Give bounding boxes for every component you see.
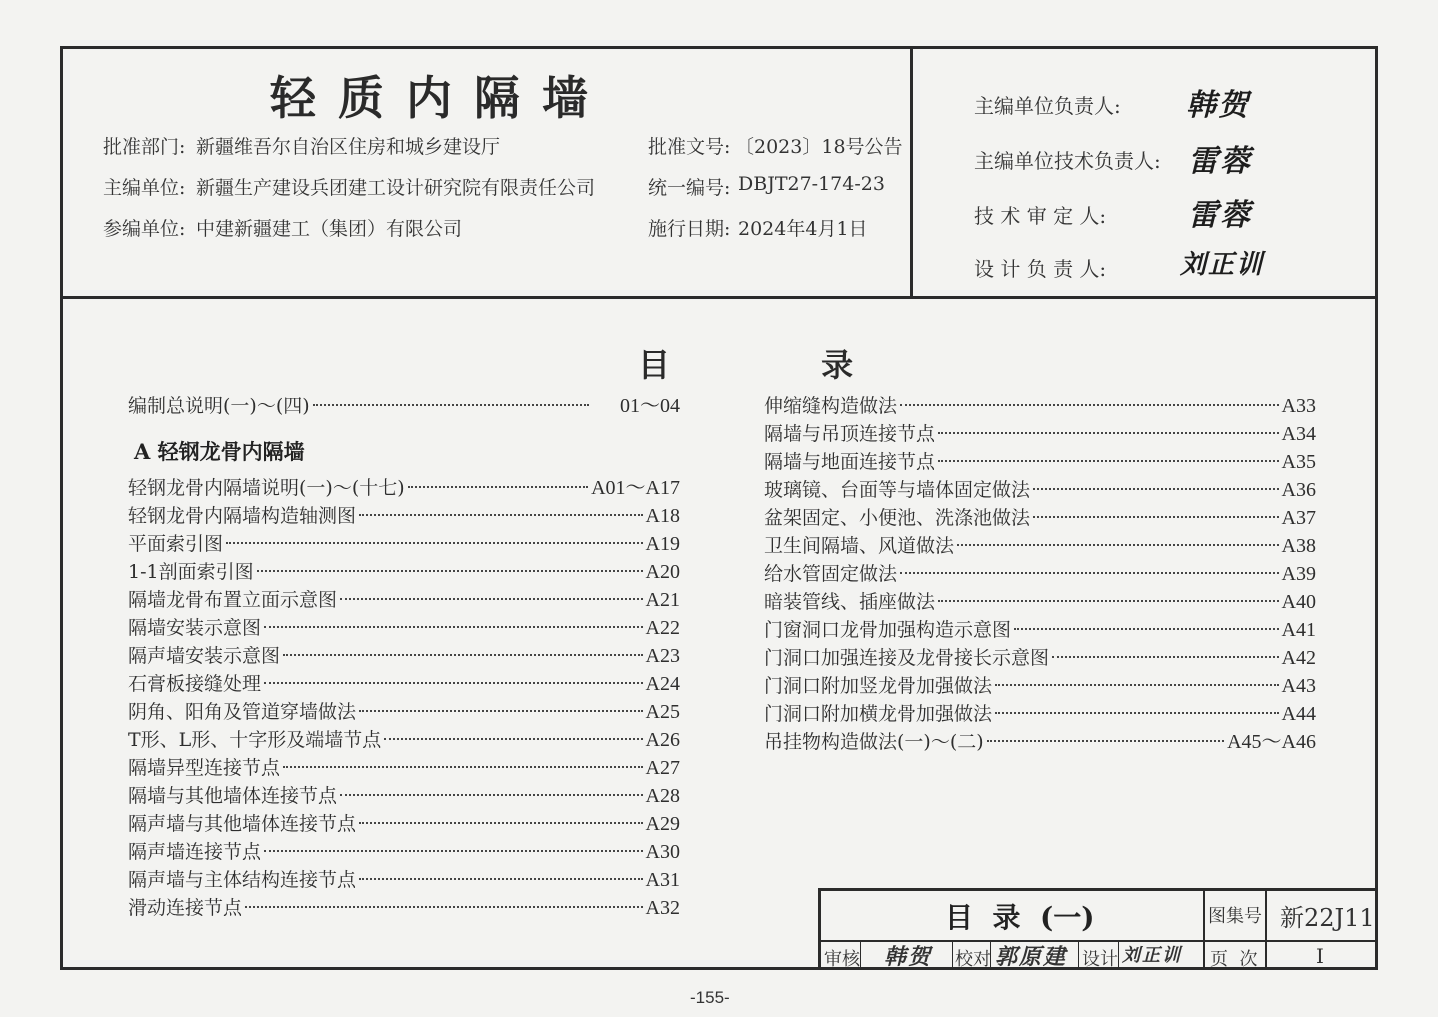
toc-entry[interactable] [764,476,1316,504]
toc-leader [900,404,1279,406]
reviewer-label: 技 术 审 定 人: [974,204,1107,228]
toc-entry-page: A30 [645,841,680,863]
toc-entry[interactable] [128,754,680,782]
toc-entry-title: 隔墙安装示意图 [128,617,262,639]
toc-entry[interactable] [128,782,680,810]
toc-entry[interactable] [128,474,680,502]
toc-entry-title: 隔墙与其他墙体连接节点 [128,785,338,807]
toc-leader [359,822,643,824]
toc-entry-page: A37 [1281,507,1316,529]
toc-leader [264,626,643,628]
toc-title: 目 录 [638,346,924,384]
toc-entry-title: 暗装管线、插座做法 [764,591,936,613]
toc-entry-title: 轻钢龙骨内隔墙说明(一)～(十七) [128,477,405,499]
toc-entry[interactable] [764,448,1316,476]
page-label: 页 次 [1210,949,1258,970]
toc-entry-page: A27 [645,757,680,779]
tech-head-signature: 雷蓉 [1188,144,1252,179]
design-head-signature: 刘正训 [1180,250,1265,280]
toc-entry-page: A45～A46 [1227,731,1316,753]
toc-entry-page: A20 [645,561,680,583]
toc-entry[interactable] [764,532,1316,560]
toc-entry-title: 吊挂物构造做法(一)～(二) [764,731,984,753]
approval-dept-label: 批准部门: [103,136,186,158]
toc-leader [938,432,1279,434]
toc-entry[interactable] [764,392,1316,420]
document-title: 轻质内隔墙 [270,71,610,125]
toc-leader [359,710,643,712]
toc-entry[interactable] [128,586,680,614]
atlas-label: 图集号 [1208,906,1262,927]
toc-entry-title: 玻璃镜、台面等与墙体固定做法 [764,479,1031,501]
check-label: 校对 [955,949,991,970]
toc-entry-page: A22 [645,617,680,639]
toc-entry-page: A01～A17 [591,477,680,499]
toc-entry[interactable] [764,420,1316,448]
title-block-split-7 [1118,941,1119,970]
toc-entry-page: A36 [1281,479,1316,501]
page-value: I [1316,944,1324,968]
toc-entry-page: A41 [1281,619,1316,641]
participant-unit-label: 参编单位: [103,218,186,240]
toc-entry[interactable] [128,810,680,838]
title-block-top [818,888,1378,891]
toc-leader [1033,516,1279,518]
toc-entry-title: 阴角、阳角及管道穿墙做法 [128,701,357,723]
toc-entry[interactable] [128,558,680,586]
toc-entry-page: A40 [1281,591,1316,613]
title-block-split-6 [1078,941,1079,970]
toc-entry-page: A32 [645,897,680,919]
editor-unit-label: 主编单位: [103,177,186,199]
toc-entry-title: 1-1剖面索引图 [128,561,254,583]
tech-head-label: 主编单位技术负责人: [974,149,1161,173]
toc-entry[interactable] [764,700,1316,728]
toc-leader [1014,628,1279,630]
title-block-split-4 [952,941,953,970]
toc-entry-page: A42 [1281,647,1316,669]
toc-entry-title: T形、L形、十字形及端墙节点 [128,729,382,751]
toc-entry-page: A24 [645,673,680,695]
participant-unit: 中建新疆建工（集团）有限公司 [196,218,463,240]
design-head-label: 设 计 负 责 人: [974,257,1107,281]
toc-entry-title: 隔墙与吊顶连接节点 [764,423,936,445]
effective-date-label: 施行日期: [648,218,731,240]
approval-no: 〔2023〕18号公告 [735,136,903,158]
approval-dept: 新疆维吾尔自治区住房和城乡建设厅 [196,136,501,158]
toc-entry-title: 门洞口加强连接及龙骨接长示意图 [764,647,1050,669]
toc-entry-title: 伸缩缝构造做法 [764,395,898,417]
toc-entry-title: 盆架固定、小便池、洗涤池做法 [764,507,1031,529]
toc-entry-page: 01～04 [620,395,680,417]
toc-entry[interactable] [128,866,680,894]
header-divider [910,46,913,298]
toc-entry-title: 滑动连接节点 [128,897,243,919]
toc-entry[interactable] [128,670,680,698]
toc-entry[interactable] [128,726,680,754]
toc-entry[interactable] [128,838,680,866]
toc-entry[interactable] [128,698,680,726]
toc-entry-page: A21 [645,589,680,611]
atlas-number: 新22J11 [1280,904,1375,932]
toc-entry[interactable] [764,728,1316,756]
toc-entry-page: A31 [645,869,680,891]
toc-entry-page: A23 [645,645,680,667]
title-block-split-3 [860,941,861,970]
reviewer-signature: 雷蓉 [1188,198,1252,233]
toc-entry-page: A33 [1281,395,1316,417]
sheet-title: 目 录 (一) [945,901,1095,934]
toc-entry-title: 门洞口附加竖龙骨加强做法 [764,675,993,697]
toc-entry-title: 隔声墙连接节点 [128,841,262,863]
unified-no: DBJT27-174-23 [738,173,885,195]
toc-entry-title: 门洞口附加横龙骨加强做法 [764,703,993,725]
toc-entry-page: A34 [1281,423,1316,445]
toc-leader [995,712,1279,714]
design-signature: 刘正训 [1122,945,1182,966]
toc-entry-page: A26 [645,729,680,751]
toc-entry-title: 隔墙龙骨布置立面示意图 [128,589,338,611]
toc-entry[interactable] [764,504,1316,532]
title-block-split-2 [1265,888,1267,970]
unit-head-label: 主编单位负责人: [974,94,1121,118]
toc-entry[interactable] [764,672,1316,700]
toc-entry-title: 门窗洞口龙骨加强构造示意图 [764,619,1012,641]
toc-leader [340,598,643,600]
toc-entry-page: A35 [1281,451,1316,473]
toc-entry-page: A39 [1281,563,1316,585]
toc-leader [245,906,643,908]
toc-leader [957,544,1279,546]
toc-entry-page: A44 [1281,703,1316,725]
toc-entry-page: A28 [645,785,680,807]
toc-leader [283,654,643,656]
toc-leader [359,514,643,516]
toc-entry[interactable] [128,502,680,530]
toc-entry-page: A43 [1281,675,1316,697]
toc-entry-title: 给水管固定做法 [764,563,898,585]
toc-entry-title: 编制总说明(一)～(四) [128,395,310,417]
toc-entry-title: 隔声墙与主体结构连接节点 [128,869,357,891]
toc-leader [995,684,1279,686]
toc-leader [257,570,643,572]
toc-leader [1052,656,1279,658]
toc-leader [408,486,588,488]
toc-entry-page: A18 [645,505,680,527]
toc-entry-page: A38 [1281,535,1316,557]
toc-entry[interactable] [128,392,680,420]
toc-entry-title: 平面索引图 [128,533,224,555]
toc-leader [340,794,643,796]
toc-leader [938,600,1279,602]
toc-entry[interactable] [764,560,1316,588]
toc-leader [313,404,589,406]
toc-leader [938,460,1279,462]
toc-entry[interactable] [764,616,1316,644]
toc-entry[interactable] [764,588,1316,616]
toc-leader [1033,488,1279,490]
toc-leader [359,878,643,880]
approval-no-label: 批准文号: [648,136,731,158]
toc-entry-title: 石膏板接缝处理 [128,673,262,695]
review-signature: 韩贺 [884,944,933,970]
toc-entry-page: A19 [645,533,680,555]
toc-entry-page: A29 [645,813,680,835]
unit-head-signature: 韩贺 [1186,88,1250,123]
effective-date: 2024年4月1日 [738,218,868,240]
title-block-split-1 [1203,888,1205,970]
toc-entry-title: 卫生间隔墙、风道做法 [764,535,955,557]
toc-leader [264,850,643,852]
toc-entry[interactable] [128,530,680,558]
section-a-heading: A 轻钢龙骨内隔墙 [134,439,305,464]
toc-leader [264,682,643,684]
page-number: -155- [690,988,730,1007]
toc-entry[interactable] [128,894,680,922]
review-label: 审核 [824,949,860,970]
design-label: 设计 [1082,949,1118,970]
toc-entry-title: 隔墙异型连接节点 [128,757,281,779]
toc-leader [384,738,642,740]
toc-leader [226,542,643,544]
toc-entry[interactable] [764,644,1316,672]
toc-leader [283,766,643,768]
toc-entry-title: 隔声墙与其他墙体连接节点 [128,813,357,835]
title-block-left [818,888,821,970]
toc-entry-page: A25 [645,701,680,723]
unified-no-label: 统一编号: [648,177,731,199]
editor-unit: 新疆生产建设兵团建工设计研究院有限责任公司 [196,177,596,199]
toc-entry-title: 隔墙与地面连接节点 [764,451,936,473]
toc-entry[interactable] [128,614,680,642]
header-bottom-line [60,296,1378,299]
toc-entry-title: 隔声墙安装示意图 [128,645,281,667]
toc-leader [987,740,1224,742]
check-signature: 郭原建 [995,944,1068,970]
toc-entry-title: 轻钢龙骨内隔墙构造轴测图 [128,505,357,527]
toc-entry[interactable] [128,642,680,670]
toc-leader [900,572,1279,574]
